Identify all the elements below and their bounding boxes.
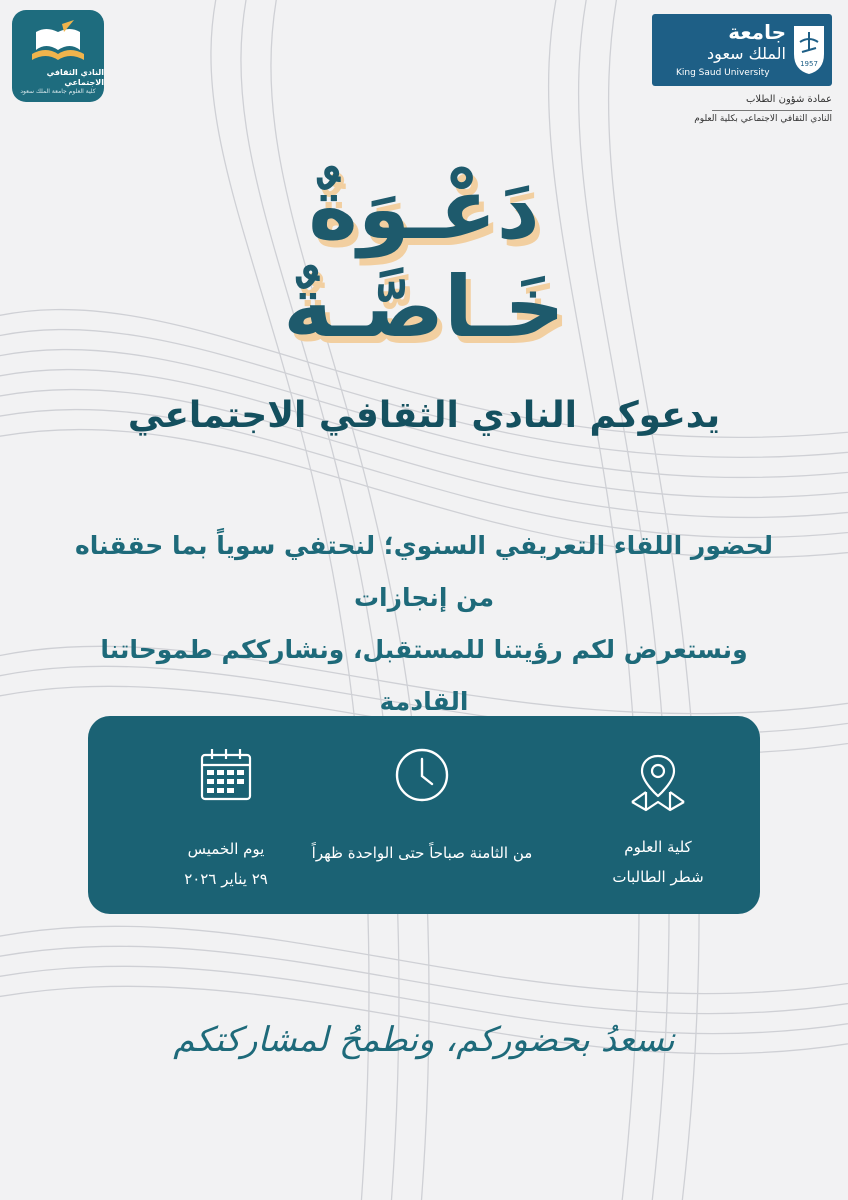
club-name-label: النادي الثقافي الاجتماعي بكلية العلوم (694, 114, 832, 124)
map-pin-icon (626, 752, 690, 814)
club-logo (12, 10, 104, 102)
location-section: شطر الطالبات (612, 868, 704, 886)
location-building: كلية العلوم (624, 838, 692, 856)
open-book-icon (28, 20, 88, 66)
university-name-ar-line1: جامعة (728, 20, 786, 44)
clock-icon (393, 746, 451, 804)
description-line-2: ونستعرض لكم رؤيتنا للمستقبل، ونشارككم طموحاتنا القادمة (100, 635, 748, 716)
club-logo-title: النادي الثقافي الاجتماعي (46, 68, 104, 87)
university-logo (652, 14, 832, 86)
header-divider (712, 110, 832, 111)
event-full-date: ٢٩ يناير ٢٠٢٦ (184, 870, 268, 888)
university-name-ar-line2: الملك سعود (707, 44, 786, 63)
calendar-icon (197, 746, 255, 804)
event-location (588, 752, 728, 950)
event-day: يوم الخميس (187, 840, 265, 858)
university-name-en: King Saud University (676, 68, 770, 78)
closing-message: نسعدُ بحضوركم، ونطمحُ لمشاركتكم (173, 1020, 675, 1060)
invite-heading: يدعوكم النادي الثقافي الاجتماعي (127, 395, 721, 436)
description-line-1: لحضور اللقاء التعريفي السنوي؛ لنحتفي سوياً بما حققناه من إنجازات (74, 531, 774, 612)
event-time-range: من الثامنة صباحاً حتى الواحدة ظهراً (311, 844, 533, 862)
event-time (284, 746, 560, 944)
event-info-card (88, 716, 760, 914)
title-line-1: دَعْـوَةٌ (308, 160, 540, 258)
title-line-2: خَـاصَّـةٌ (283, 258, 565, 356)
page-title (0, 160, 848, 356)
university-emblem-icon (792, 24, 826, 76)
event-description (70, 520, 778, 728)
club-logo-subtitle: كلية العلوم جامعة الملك سعود (20, 88, 96, 95)
deanship-label: عمادة شؤون الطلاب (746, 94, 832, 105)
emblem-year: 1957 (800, 60, 818, 68)
